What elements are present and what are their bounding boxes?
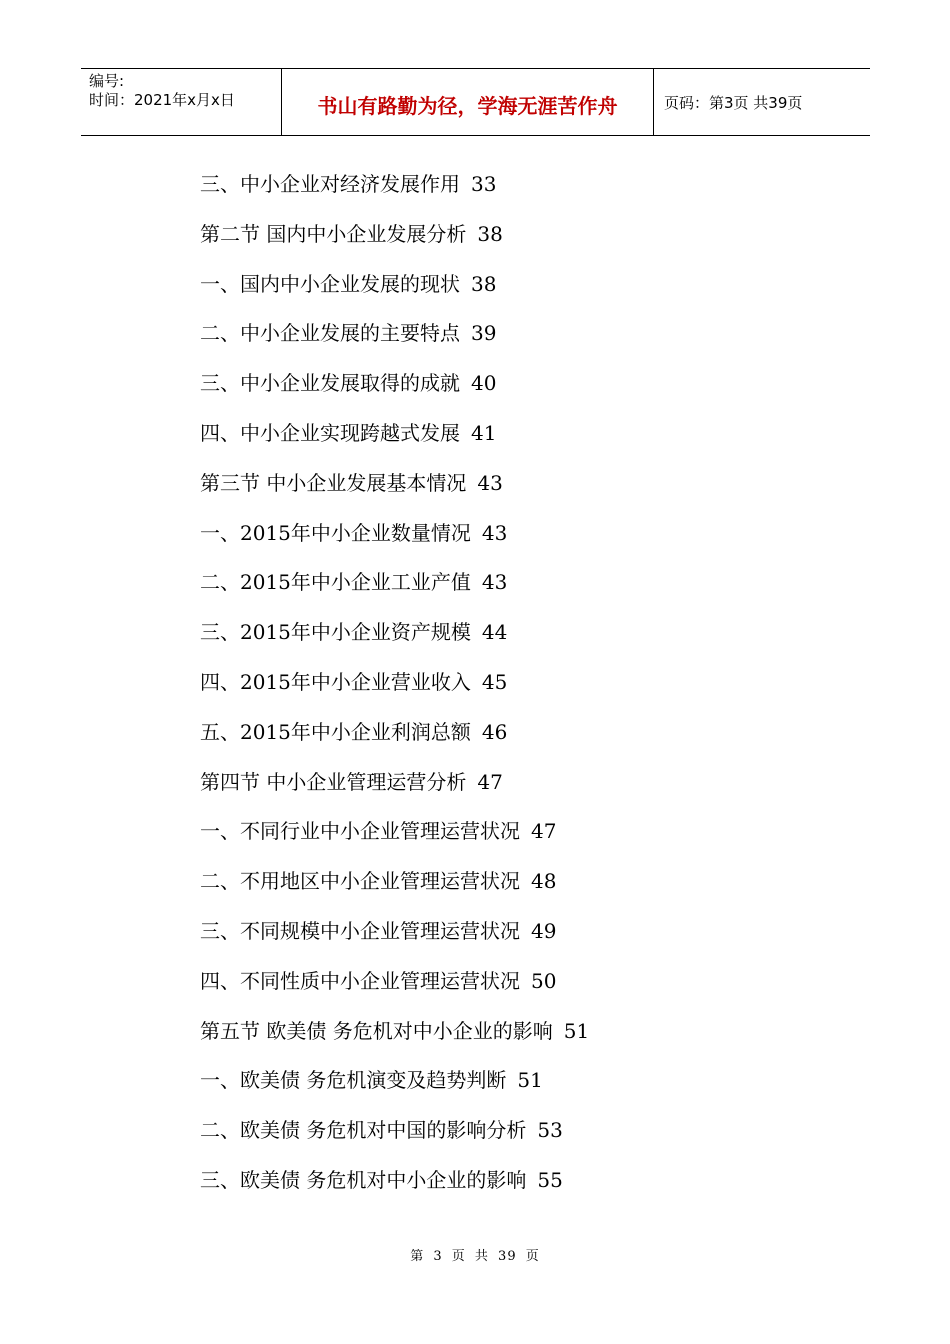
- toc-entry: [200, 266, 589, 316]
- toc-entry-page-number: 49: [531, 918, 557, 943]
- toc-entry-page-number: 47: [531, 819, 557, 844]
- toc-entry-title: 第四节 中小企业管理运营分析: [200, 769, 467, 794]
- toc-entry-page-number: 55: [537, 1167, 563, 1192]
- toc-entry-page-number: 33: [471, 172, 497, 196]
- header-meta-cell: [81, 69, 281, 135]
- toc-entry: [200, 1112, 589, 1162]
- toc-entry-title: 一、欧美债 务危机演变及趋势判断: [200, 1068, 507, 1093]
- header-page-cell: [654, 69, 870, 135]
- toc-entry-page-number: 45: [481, 669, 508, 694]
- toc-entry-title: 二、不用地区中小企业管理运营状况: [200, 869, 520, 894]
- document-time-label: 时间：2021年x月x日: [89, 91, 235, 109]
- toc-entry-title: 二、2015年中小企业工业产值: [200, 570, 471, 595]
- toc-entry: [200, 166, 589, 216]
- toc-entry: [200, 813, 589, 863]
- toc-entry-page-number: 39: [471, 321, 497, 346]
- toc-entry-title: 第五节 欧美债 务危机对中小企业的影响: [200, 1018, 553, 1043]
- table-of-contents: [200, 166, 589, 1212]
- toc-entry-title: 第三节 中小企业发展基本情况: [200, 470, 467, 495]
- toc-entry-page-number: 41: [471, 420, 497, 445]
- page-footer: 第 3 页 共 39 页: [410, 1249, 540, 1264]
- toc-entry-page-number: 53: [537, 1118, 563, 1143]
- toc-entry-page-number: 51: [517, 1068, 543, 1093]
- toc-entry: [200, 1162, 589, 1212]
- header-page-info: 页码：第3页 共39页: [664, 93, 803, 112]
- toc-entry-page-number: 47: [477, 769, 503, 794]
- toc-entry-page-number: 50: [531, 968, 557, 993]
- toc-entry-title: 一、国内中小企业发展的现状: [200, 271, 460, 296]
- toc-entry-title: 四、2015年中小企业营业收入: [200, 669, 471, 694]
- toc-entry: [200, 764, 589, 814]
- toc-entry: [200, 863, 589, 913]
- toc-entry: [200, 465, 589, 515]
- toc-entry: [200, 515, 589, 565]
- toc-entry-title: 三、2015年中小企业资产规模: [200, 620, 471, 645]
- toc-entry-title: 二、欧美债 务危机对中国的影响分析: [200, 1118, 527, 1143]
- toc-entry-title: 四、中小企业实现跨越式发展: [200, 420, 460, 445]
- header-motto: 书山有路勤为径，学海无涯苦作舟: [317, 93, 618, 118]
- toc-entry: [200, 913, 589, 963]
- toc-entry-page-number: 38: [477, 221, 503, 246]
- toc-entry-page-number: 38: [471, 271, 497, 296]
- toc-entry-title: 三、欧美债 务危机对中小企业的影响: [200, 1167, 527, 1192]
- toc-entry-title: 一、不同行业中小企业管理运营状况: [200, 819, 520, 844]
- toc-entry: [200, 1062, 589, 1112]
- header-motto-cell: [281, 69, 654, 135]
- toc-entry-title: 三、中小企业发展取得的成就: [200, 371, 460, 396]
- toc-entry: [200, 216, 589, 266]
- toc-entry: [200, 1013, 589, 1063]
- toc-entry-title: 四、不同性质中小企业管理运营状况: [200, 968, 520, 993]
- toc-entry-page-number: 51: [563, 1018, 590, 1043]
- toc-entry: [200, 365, 589, 415]
- toc-entry-title: 第二节 国内中小企业发展分析: [200, 221, 467, 246]
- toc-entry-page-number: 46: [481, 719, 508, 744]
- toc-entry: [200, 664, 589, 714]
- toc-entry: [200, 614, 589, 664]
- toc-entry-title: 五、2015年中小企业利润总额: [200, 719, 471, 744]
- toc-entry-title: 三、中小企业对经济发展作用: [200, 172, 460, 196]
- toc-entry-page-number: 43: [477, 470, 503, 495]
- toc-entry-page-number: 43: [481, 520, 508, 545]
- toc-entry-title: 二、中小企业发展的主要特点: [200, 321, 460, 346]
- toc-entry-page-number: 40: [471, 371, 497, 396]
- toc-entry-page-number: 48: [531, 869, 557, 894]
- toc-entry-page-number: 44: [481, 620, 508, 645]
- toc-entry-title: 一、2015年中小企业数量情况: [200, 520, 471, 545]
- toc-entry: [200, 315, 589, 365]
- toc-entry: [200, 415, 589, 465]
- toc-entry: [200, 714, 589, 764]
- toc-entry-title: 三、不同规模中小企业管理运营状况: [200, 918, 520, 943]
- toc-entry-page-number: 43: [481, 570, 508, 595]
- document-header: [81, 68, 870, 136]
- document-code-label: 编号:: [89, 72, 125, 90]
- toc-entry: [200, 564, 589, 614]
- toc-entry: [200, 963, 589, 1013]
